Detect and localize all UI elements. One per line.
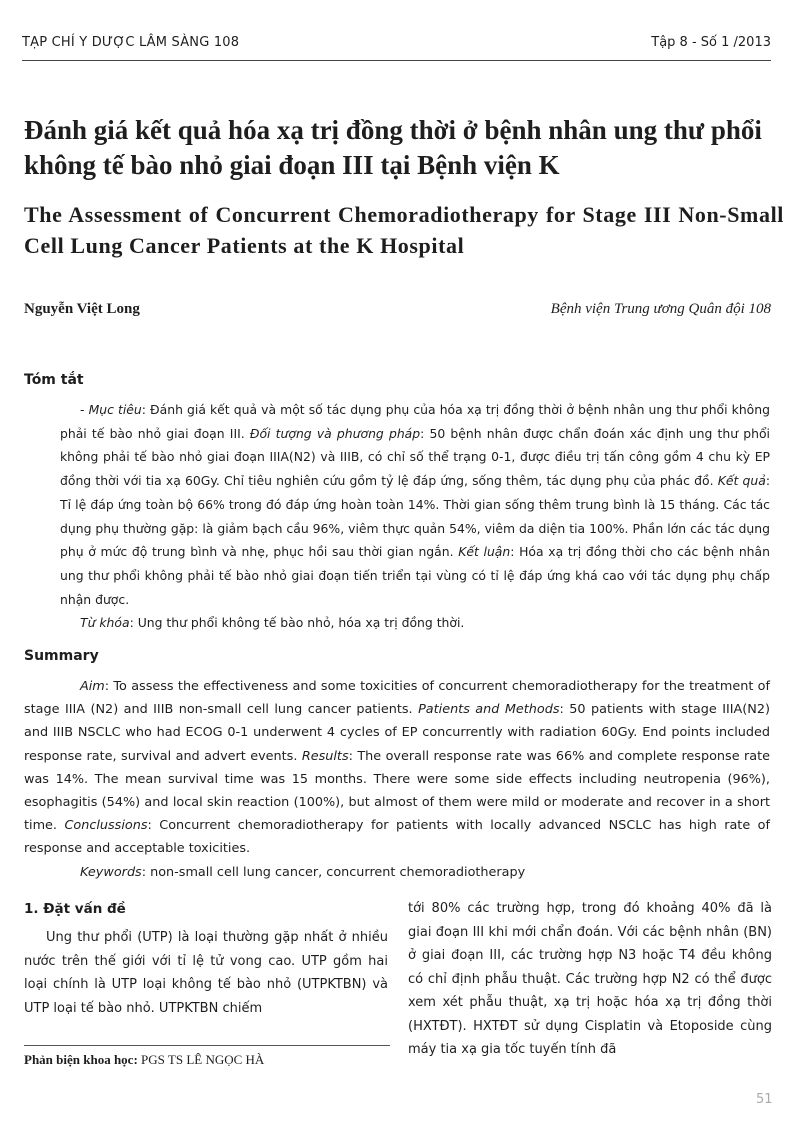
label-methods-en: Patients and Methods bbox=[418, 702, 560, 718]
text-methods-en: : 50 patients with stage IIIA(N2) and IIIB NSCLC who had ECOG 0-1 underwent 4 cycles of EP concurrently with radiation 60Gy. End points included response rate, survival and advert events. bbox=[24, 702, 770, 764]
text-results-en: : The overall response rate was 66% and complete response rate was 14%. The mean survival time was 15 months. There were some side effects including neutropenia (96%), esophagitis (54%) and local skin reaction (100%), but almost of them were mild or moderate and recover in a short time. bbox=[24, 748, 770, 834]
label-aim-en: Aim bbox=[80, 679, 105, 694]
section-heading: 1. Đặt vấn đề bbox=[24, 901, 126, 917]
abstract-vi-paragraph: - Mục tiêu: Đánh giá kết quả và một số tác dụng phụ của hóa xạ trị đồng thời ở bệnh nhân ung thư phổi không phải tế bào nhỏ giai đoạn III. Đối tượng và phương pháp: 50 bệnh nhân được chẩn đoán xác định ung thư phổi không phải tế bào nhỏ giai đoạn IIIA(N2) và IIIB, có chỉ số thể trạng 0-1, được điều trị tấn công gồm 4 chu kỳ EP đồng thời với tia xạ 60Gy. Chỉ tiêu nghiên cứu gồm tỷ lệ đáp ứng, sống thêm, tác dụng phụ của phác đồ. Kết quả: Tỉ lệ đáp ứng toàn bộ 66% trong đó đáp ứng hoàn toàn 14%. Thời gian sống thêm trung bình là 15 tháng. Các tác dụng phụ thường gặp: là giảm bạch cầu 96%, viêm thực quản 54%, viêm da diện tia 100%. Phần lớn các tác dụng phụ ở mức độ trung bình và nhẹ, phục hồi sau thời gian ngắn. Kết luận: Hóa xạ trị đồng thời cho các bệnh nhân ung thư phổi không phải tế bào nhỏ giai đoạn tiến triển tại vùng có tỉ lệ đáp ứng khá cao với tác dụng phụ chấp nhận được. bbox=[60, 402, 770, 607]
abstract-vi-heading: Tóm tắt bbox=[24, 372, 84, 388]
label-keywords-vi: Từ khóa bbox=[80, 615, 130, 631]
label-aim-vi: Mục tiêu bbox=[88, 402, 142, 417]
label-results-en: Results bbox=[301, 748, 349, 764]
abstract-vi-body bbox=[60, 398, 770, 635]
text-methods-vi: : 50 bệnh nhân được chẩn đoán xác định ung thư phổi không phải tế bào nhỏ giai đoạn IIIA(N2) và IIIB, có chỉ số thể trạng 0-1, được điều trị tấn công gồm 4 chu kỳ EP đồng thời với tia xạ 60Gy. Chỉ tiêu nghiên cứu gồm tỷ lệ đáp ứng, sống thêm, tác dụng phụ của phác đồ. bbox=[60, 425, 770, 489]
text-conclusion-en: : Concurrent chemoradiotherapy for patients with locally advanced NSCLC has high rate of response and acceptable toxicities. bbox=[24, 818, 770, 857]
text-keywords-vi: : Ung thư phổi không tế bào nhỏ, hóa xạ trị đồng thời. bbox=[129, 615, 465, 631]
label-conclusion-vi: Kết luận bbox=[458, 544, 511, 560]
author-affiliation: Bệnh viện Trung ương Quân đội 108 bbox=[550, 301, 771, 317]
text-aim-en: : To assess the effectiveness and some toxicities of concurrent chemoradiotherapy for the treatment of stage IIIA (N2) and IIIB non-small cell lung cancer patients. bbox=[24, 679, 770, 718]
footnote-divider bbox=[24, 1045, 390, 1046]
title-english: The Assessment of Concurrent Chemoradiotherapy for Stage III Non-Small Cell Lung Cancer Patients at the K Hospital bbox=[24, 202, 784, 258]
body-paragraph: Ung thư phổi (UTP) là loại thường gặp nhất ở nhiều nước trên thế giới với tỉ lệ tử vong cao. UTP gồm hai loại chính là UTP loại không tế bào nhỏ (UTPKTBN) và UTP loại tế bào nhỏ. UTPKTBN chiếm bbox=[24, 930, 388, 1016]
label-results-vi: Kết quả bbox=[717, 473, 766, 489]
body-paragraph: tới 80% các trường hợp, trong đó khoảng 40% đã là giai đoạn III khi mới chẩn đoán. Với các bệnh nhân (BN) ở giai đoạn III, các trường hợp N3 hoặc T4 đều không có chỉ định phẫu thuật. Các trường hợp N2 có thể được xem xét phẫu thuật, xạ trị hoặc hóa xạ trị đồng thời (HXTĐT). HXTĐT sử dụng Cisplatin và Etoposide cùng máy tia xạ gia tốc tuyến tính đã bbox=[408, 901, 772, 1057]
reviewer-footnote bbox=[24, 1052, 264, 1068]
text-results-vi: : Tỉ lệ đáp ứng toàn bộ 66% trong đó đáp ứng hoàn toàn 14%. Thời gian sống thêm trung bình là 15 tháng. Các tác dụng phụ thường gặp: là giảm bạch cầu 96%, viêm thực quản 54%, viêm da diện tia 100%. Phần lớn các tác dụng phụ ở mức độ trung bình và nhẹ, phục hồi sau thời gian ngắn. bbox=[60, 473, 770, 560]
journal-name: TẠP CHÍ Y DƯỢC LÂM SÀNG 108 bbox=[22, 35, 240, 50]
abstract-en-heading: Summary bbox=[24, 648, 99, 664]
label-keywords-en: Keywords bbox=[80, 864, 142, 880]
abstract-en-body bbox=[24, 675, 770, 884]
label-conclusion-en: Conclussions bbox=[64, 818, 148, 834]
abstract-en-paragraph bbox=[24, 675, 770, 861]
author-name: Nguyễn Việt Long bbox=[24, 301, 140, 317]
keywords-vi bbox=[60, 611, 770, 635]
footnote-reviewer: PGS TS LÊ NGỌC HÀ bbox=[137, 1052, 265, 1067]
text-conclusion-vi: : Hóa xạ trị đồng thời cho các bệnh nhân ung thư phổi không phải tế bào nhỏ giai đoạn tiến triển tại vùng có tỉ lệ đáp ứng khá cao với tác dụng phụ chấp nhận được. bbox=[60, 544, 770, 607]
keywords-en bbox=[24, 861, 770, 884]
footnote-label: Phản biện khoa học: bbox=[24, 1052, 138, 1067]
body-column-left bbox=[24, 926, 388, 1020]
issue-info: Tập 8 - Số 1 /2013 bbox=[651, 35, 771, 50]
header-divider bbox=[22, 60, 771, 61]
page-number: 51 bbox=[756, 1092, 773, 1107]
text-aim-vi: : Đánh giá kết quả và một số tác dụng phụ của hóa xạ trị đồng thời ở bệnh nhân ung thư phổi không phải tế bào nhỏ giai đoạn III. bbox=[60, 402, 770, 441]
text-keywords-en: : non-small cell lung cancer, concurrent chemoradiotherapy bbox=[141, 864, 526, 880]
label-methods-vi: Đối tượng và phương pháp bbox=[249, 425, 421, 441]
body-column-right bbox=[408, 897, 772, 1062]
title-vietnamese: Đánh giá kết quả hóa xạ trị đồng thời ở bệnh nhân ung thư phổi không tế bào nhỏ giai đoạn III tại Bệnh viện K bbox=[24, 115, 762, 180]
